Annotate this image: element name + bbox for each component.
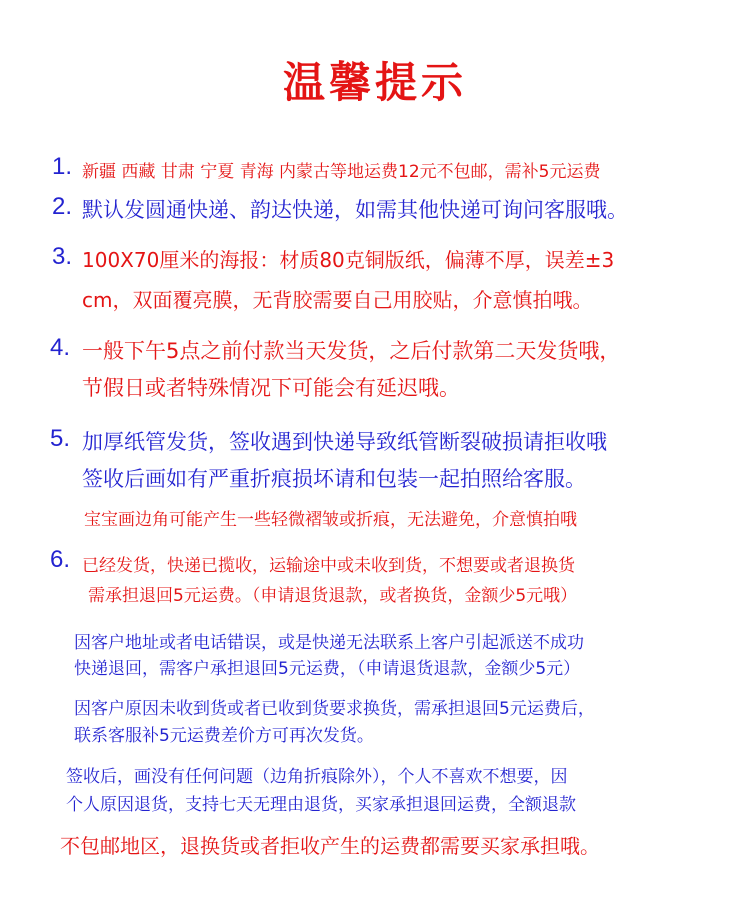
note-3-line-2: 个人原因退货，支持七天无理由退货，买家承担退回运费，全额退款 <box>66 795 576 815</box>
item-3-line-2: cm，双面覆亮膜，无背胶需要自己用胶贴，介意慎拍哦。 <box>82 288 593 312</box>
item-3-line-1: 100X70厘米的海报：材质80克铜版纸，偏薄不厚，误差±3 <box>82 248 615 272</box>
note-1-line-1: 因客户地址或者电话错误，或是快递无法联系上客户引起派送不成功 <box>74 633 584 653</box>
item-4-line-1: 一般下午5点之前付款当天发货，之后付款第二天发货哦， <box>82 339 621 363</box>
note-2-line-2: 联系客服补5元运费差价方可再次发货。 <box>74 726 374 746</box>
item-3-number: 3. <box>52 243 73 270</box>
item-1-line-1: 新疆 西藏 甘肃 宁夏 青海 内蒙古等地运费12元不包邮，需补5元运费 <box>82 162 601 182</box>
note-1-line-2: 快递退回，需客户承担退回5元运费，（申请退货退款，金额少5元） <box>74 659 581 679</box>
note-3-line-1: 签收后，画没有任何问题（边角折痕除外），个人不喜欢不想要，因 <box>66 767 568 787</box>
item-6-number: 6. <box>50 546 71 573</box>
page-title: 温馨提示 <box>282 58 467 107</box>
item-2-line-1: 默认发圆通快递、韵达快递，如需其他快递可询问客服哦。 <box>82 198 628 222</box>
item-5-line-3: 宝宝画边角可能产生一些轻微褶皱或折痕，无法避免，介意慎拍哦 <box>84 510 577 530</box>
footer-note: 不包邮地区，退换货或者拒收产生的运费都需要买家承担哦。 <box>60 834 600 858</box>
item-6-line-2: 需承担退回5元运费。（申请退货退款，或者换货，金额少5元哦） <box>88 586 578 606</box>
item-5-line-2: 签收后画如有严重折痕损坏请和包装一起拍照给客服。 <box>82 467 586 491</box>
item-1-number: 1. <box>52 153 73 180</box>
item-2-number: 2. <box>52 193 73 220</box>
item-5-number: 5. <box>50 425 71 452</box>
item-6-line-1: 已经发货，快递已揽收，运输途中或未收到货，不想要或者退换货 <box>82 556 575 576</box>
item-4-number: 4. <box>50 334 71 361</box>
item-4-line-2: 节假日或者特殊情况下可能会有延迟哦。 <box>82 376 460 400</box>
note-2-line-1: 因客户原因未收到货或者已收到货要求换货，需承担退回5元运费后， <box>74 699 595 719</box>
item-5-line-1: 加厚纸管发货，签收遇到快递导致纸管断裂破损请拒收哦 <box>82 430 607 454</box>
